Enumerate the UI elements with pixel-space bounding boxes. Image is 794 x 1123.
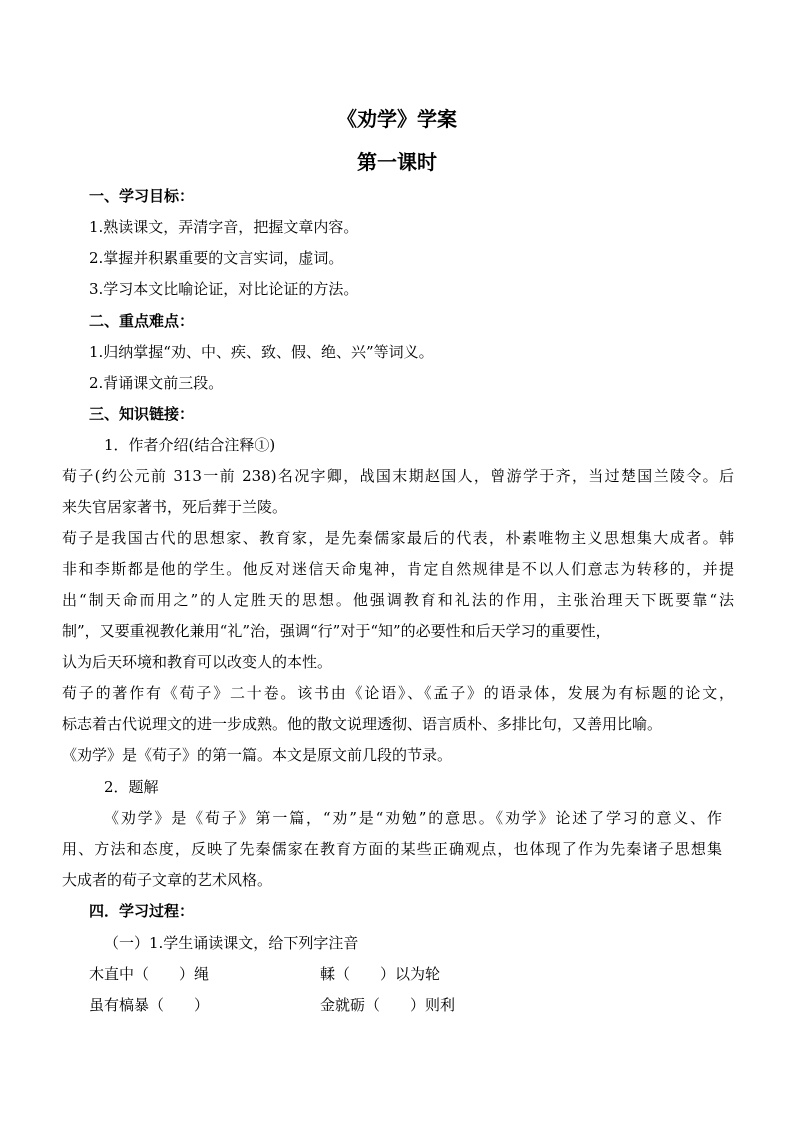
author-text-line: 荀子的著作有《荀子》二十卷。该书由《论语》、《孟子》的语录体，发展为有标题的论文， [62, 684, 734, 702]
author-text-line: 制”，又要重视教化兼用“礼”治，强调“行”对于“知”的必要性和后天学习的重要性， [62, 622, 611, 640]
author-text-line: 出“制天命而用之”的人定胜天的思想。他强调教育和礼法的作用，主张治理天下既要靠“法 [62, 591, 734, 609]
difficulty-item: 1.归纳掌握“劝、中、疾、致、假、绝、兴”等词义。 [89, 343, 434, 361]
author-text-line: 荀子(约公元前 313一前 238)名况字卿，战国末期赵国人，曾游学于齐，当过楚国兰陵令。后 [62, 467, 734, 485]
author-text-line: 认为后天环境和教育可以改变人的本性。 [62, 653, 333, 671]
section-heading-knowledge: 三、知识链接： [89, 405, 195, 423]
section-heading-process: 四．学习过程： [89, 902, 195, 920]
goal-item: 3.学习本文比喻论证，对比论证的方法。 [89, 280, 359, 298]
pinyin-item: 木直中（ ）绳 [89, 965, 210, 983]
exercise-instruction: （一）1.学生诵读课文，给下列字注音 [104, 934, 359, 952]
title-explanation-line: 《劝学》是《荀子》第一篇，“劝”是“劝勉”的意思。《劝学》论述了学习的意义、作 [104, 809, 722, 827]
goal-item: 2.掌握并积累重要的文言实词，虚词。 [89, 249, 344, 267]
author-text-line: 《劝学》是《荀子》的第一篇。本文是原文前几段的节录。 [62, 746, 453, 764]
pinyin-item: 金就砺（ ）则利 [320, 996, 456, 1014]
document-title: 《劝学》学案 [337, 107, 457, 131]
section-heading-difficulties: 二、重点难点： [89, 312, 195, 330]
subheading-author: 1．作者介绍(结合注释①) [104, 436, 276, 454]
author-text-line: 非和李斯都是他的学生。他反对迷信天命鬼神，肯定自然规律是不以人们意志为转移的，并提 [62, 560, 734, 578]
pinyin-item: 虽有槁暴（ ） [89, 996, 210, 1014]
pinyin-item: 輮（ ）以为轮 [320, 965, 441, 983]
subheading-title-explanation: 2．题解 [104, 778, 159, 796]
title-explanation-line: 大成者的荀子文章的艺术风格。 [62, 871, 273, 889]
title-explanation-line: 用、方法和态度，反映了先秦儒家在教育方面的某些正确观点，也体现了作为先秦诸子思想集 [62, 840, 722, 858]
section-heading-goals: 一、学习目标： [89, 187, 195, 205]
author-text-line: 来失官居家著书，死后葬于兰陵。 [62, 498, 288, 516]
goal-item: 1.熟读课文，弄清字音，把握文章内容。 [89, 218, 359, 236]
author-text-line: 荀子是我国古代的思想家、教育家，是先秦儒家最后的代表，朴素唯物主义思想集大成者。韩 [62, 529, 734, 547]
document-subtitle: 第一课时 [357, 150, 437, 174]
difficulty-item: 2.背诵课文前三段。 [89, 374, 224, 392]
author-text-line: 标志着古代说理文的进一步成熟。他的散文说理透彻、语言质朴、多排比句，又善用比喻。 [62, 715, 663, 733]
